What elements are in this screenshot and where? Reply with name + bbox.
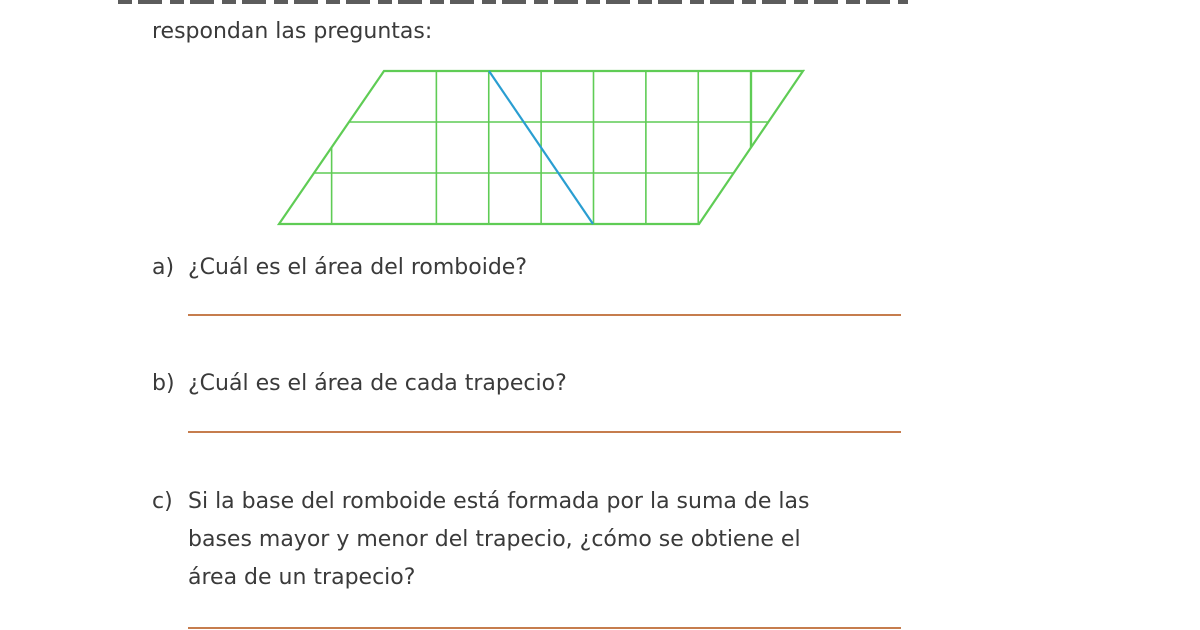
question-c [152, 483, 809, 597]
intro-text: respondan las preguntas: [152, 19, 433, 44]
question-a-letter: a) [152, 255, 175, 280]
answer-line-c[interactable] [188, 627, 901, 629]
question-c-letter: c) [152, 489, 173, 514]
question-b-text: ¿Cuál es el área de cada trapecio? [188, 371, 567, 396]
question-b-letter: b) [152, 371, 175, 396]
question-c-text-line-2: bases mayor y menor del trapecio, ¿cómo se obtiene el [188, 527, 801, 552]
answer-line-a[interactable] [188, 314, 901, 316]
question-c-text-line-3: área de un trapecio? [188, 565, 416, 590]
answer-line-b[interactable] [188, 431, 901, 433]
question-b [152, 365, 567, 403]
question-a [152, 249, 527, 287]
question-a-text: ¿Cuál es el área del romboide? [188, 255, 528, 280]
question-c-text-line-1: Si la base del romboide está formada por la suma de las [188, 489, 810, 514]
